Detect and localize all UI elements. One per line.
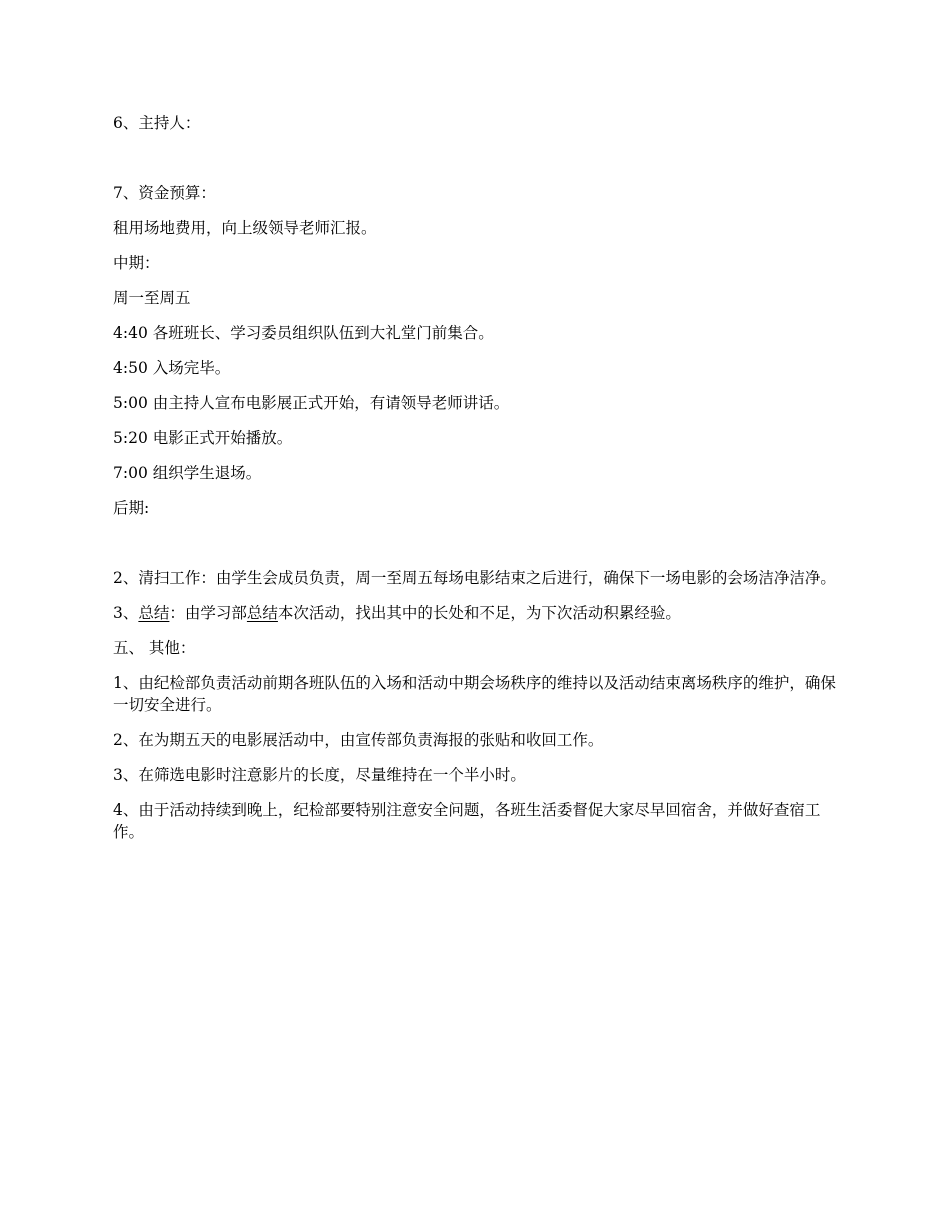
schedule-item-0520: 5:20 电影正式开始播放。	[113, 429, 293, 447]
schedule-item-0500: 5:00 由主持人宣布电影展正式开始，有请领导老师讲话。	[113, 394, 510, 412]
paragraph-midterm-heading: 中期：	[113, 254, 160, 272]
section-other-heading: 五、 其他：	[113, 639, 196, 657]
paragraph-host: 6、主持人：	[113, 114, 201, 132]
summary-underlined-term: 总结	[138, 604, 170, 622]
paragraph-weekdays: 周一至周五	[113, 289, 191, 307]
summary-suffix: 本次活动，找出其中的长处和不足，为下次活动积累经验。	[277, 604, 681, 622]
other-item-1: 1、由纪检部负责活动前期各班队伍的入场和活动中期会场秩序的维持以及活动结束离场秩序的维护，确保一切安全进行。	[113, 674, 836, 714]
schedule-item-0440: 4:40 各班班长、学习委员组织队伍到大礼堂门前集合。	[113, 324, 494, 342]
other-item-2: 2、在为期五天的电影展活动中，由宣传部负责海报的张贴和收回工作。	[113, 731, 604, 749]
summary-underlined-term-2: 总结	[246, 604, 278, 622]
paragraph-budget-detail: 租用场地费用，向上级领导老师汇报。	[113, 219, 377, 237]
paragraph-cleaning: 2、清扫工作：由学生会成员负责，周一至周五每场电影结束之后进行，确保下一场电影的会场洁净洁净。	[113, 569, 836, 587]
summary-middle: ：由学习部	[169, 604, 247, 622]
schedule-item-0700: 7:00 组织学生退场。	[113, 464, 262, 482]
paragraph-summary	[113, 602, 838, 624]
document-body	[113, 112, 838, 856]
other-item-3: 3、在筛选电影时注意影片的长度，尽量维持在一个半小时。	[113, 766, 526, 784]
paragraph-late-stage-heading: 后期:	[113, 499, 150, 517]
summary-prefix: 3、	[113, 604, 139, 622]
schedule-item-0450: 4:50 入场完毕。	[113, 359, 231, 377]
other-item-4: 4、由于活动持续到晚上，纪检部要特别注意安全问题，各班生活委督促大家尽早回宿舍，并做好查宿工作。	[113, 801, 821, 841]
paragraph-budget-heading: 7、资金预算：	[113, 184, 216, 202]
